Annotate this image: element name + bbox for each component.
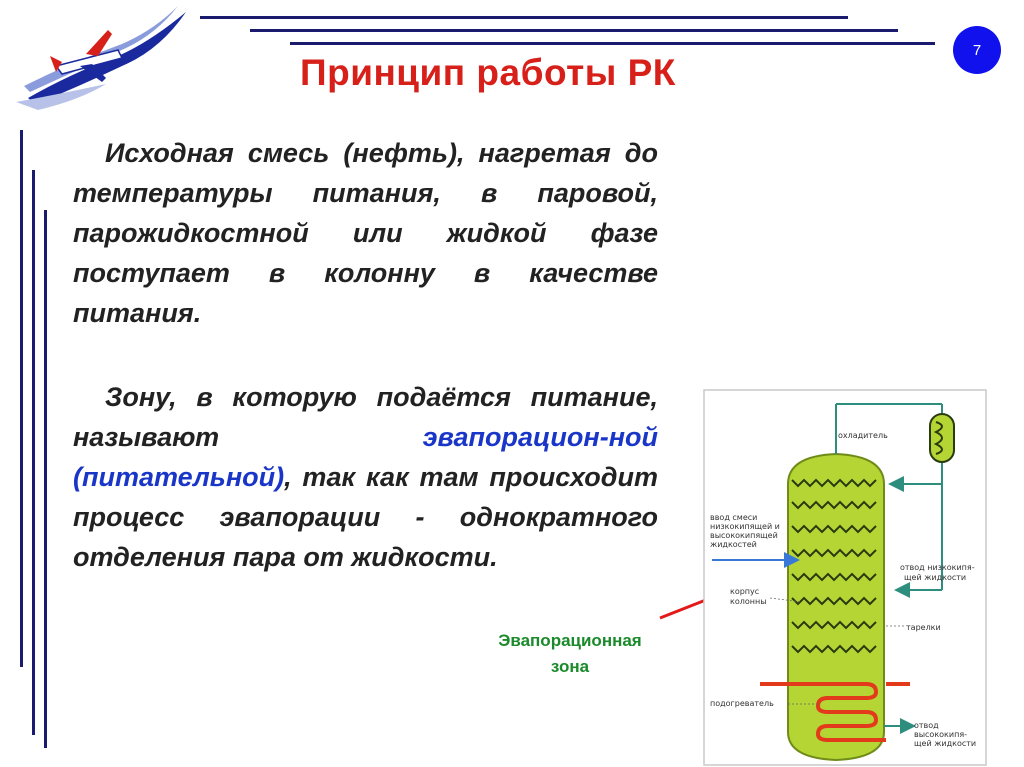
- label-feed-2: низкокипящей и: [710, 522, 780, 531]
- paragraph-text-end: , так как там происходит процесс эвапорации - однократного отделения пара от жидкости.: [73, 462, 658, 572]
- highlighted-term: эвапорацион-ной (питательной): [73, 422, 658, 492]
- label-cooler: охладитель: [838, 431, 888, 440]
- cooler-icon: [930, 414, 954, 462]
- label-feed-4: жидкостей: [710, 540, 757, 549]
- label-low-out-2: щей жидкости: [904, 573, 967, 582]
- paragraph-feed-description: Исходная смесь (нефть), нагретая до температуры питания, в паровой, парожидкостной или жидкой фазе поступает в колонну в качестве питания.: [73, 138, 658, 328]
- label-high-out-1: отвод: [914, 721, 939, 730]
- callout-line-2: зона: [550, 657, 590, 676]
- label-feed-3: высококипящей: [710, 531, 778, 540]
- page-title: Принцип работы РК: [300, 52, 676, 93]
- paragraph-text-start: Зону, в которую подаётся питание, называют: [73, 382, 658, 452]
- label-heater: подогреватель: [710, 699, 774, 708]
- label-feed-1: ввод смеси: [710, 513, 758, 522]
- label-trays: тарелки: [906, 623, 941, 632]
- callout-line-1: Эвапорационная: [498, 631, 642, 650]
- distillation-column-diagram: [700, 386, 990, 767]
- label-high-out-2: высококипя-: [914, 730, 968, 739]
- label-high-out-3: щей жидкости: [914, 739, 977, 748]
- page-number-badge: 7: [953, 26, 1001, 74]
- label-body-2: колонны: [730, 597, 767, 606]
- label-low-out-1: отвод низкокипя-: [900, 563, 975, 572]
- label-body-1: корпус: [730, 587, 760, 596]
